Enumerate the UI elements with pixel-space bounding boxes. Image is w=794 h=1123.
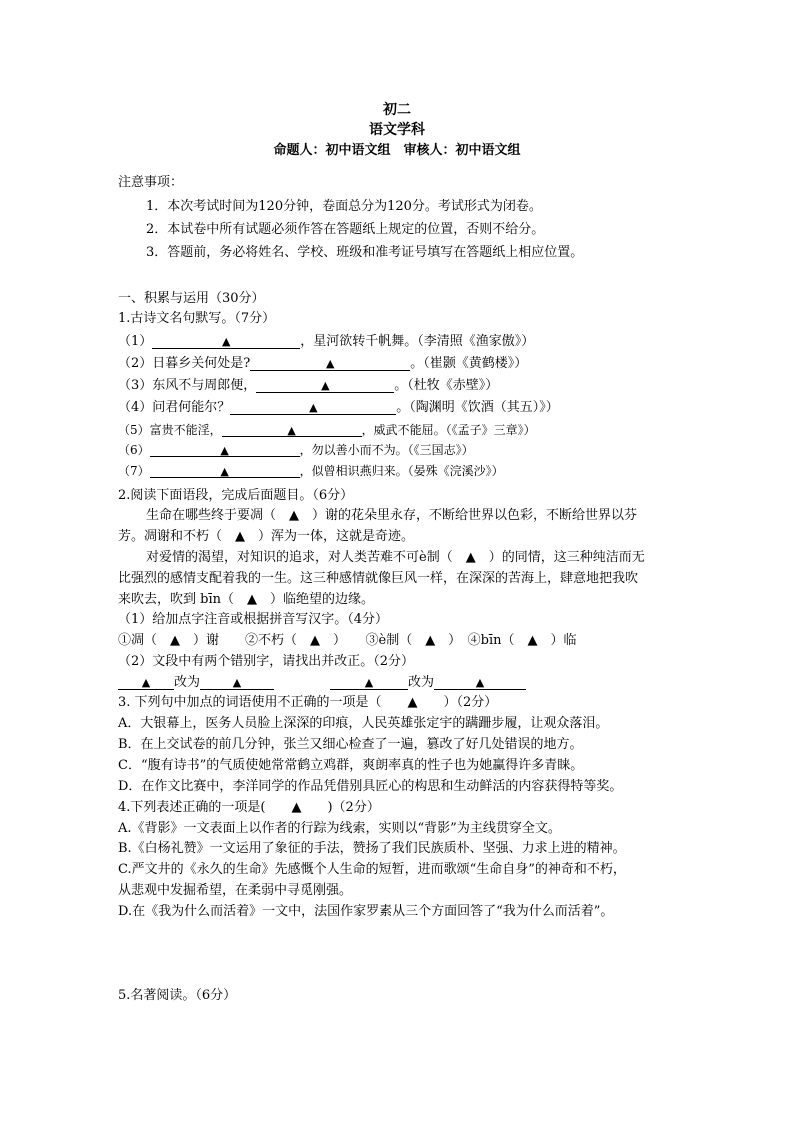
question-3-title: 3. 下列句中加点的词语使用不正确的一项是（ ▲ ）（2分） [118,695,498,710]
option-a[interactable]: A．大银幕上，医务人员脸上深深的印痕，人民英雄张定宇的蹒跚步履，让观众落泪。 [118,716,609,731]
option-d[interactable]: D．在作文比赛中，李洋同学的作品凭借别具匠心的构思和生动鲜活的内容获得特等奖。 [118,779,623,794]
answer-blank[interactable]: ▲ [200,674,274,690]
note-item: 1．本次考试时间为120分钟，卷面总分为120分。考试形式为闭卷。 [146,199,542,214]
answer-blank[interactable]: ▲ [222,421,362,437]
answer-blank[interactable]: ▲ [150,462,300,478]
answer-blank[interactable]: ▲ [256,377,394,393]
poem-line-6: （6） ▲ ，勿以善小而不为。（《三国志》） [118,443,474,457]
answer-blank[interactable]: ▲ [330,674,408,690]
option-b[interactable]: B．在上交试卷的前几分钟，张兰又细心检查了一遍，篡改了好几处错误的地方。 [118,737,583,752]
option-a[interactable]: A.《背影》一文表面上以作者的行踪为线索，实则以“背影”为主线贯穿全文。 [118,821,561,836]
note-item: 3．答题前，务必将姓名、学校、班级和准考证号填写在答题纸上相应位置。 [146,245,584,260]
option-c[interactable]: C.严文井的《永久的生命》先感慨个人生命的短暂，进而歌颂“生命自身”的神奇和不朽， [118,862,626,877]
question-5-title: 5.名著阅读。（6分） [118,988,237,1003]
grade-title: 初二 [383,102,411,118]
answer-blank[interactable]: ▲ [434,674,526,690]
sub-question-1: （1）给加点字注音或根据拼音写汉字。（4分） [118,612,389,627]
subject-title: 语文学科 [369,122,425,138]
section-title: 一、积累与运用（30分） [118,291,265,306]
notes-title: 注意事项： [118,175,184,190]
poem-line-4: （4）问君何能尔？ ▲ 。（陶渊明《饮酒（其五）》） [118,400,559,415]
passage-line: 对爱情的渴望，对知识的追求，对人类苦难不可è制（ ▲ ）的同情，这三种纯洁而无 [146,550,645,565]
passage-line: 来吹去，吹到 bīn（ ▲ ）临绝望的边缘。 [118,592,374,607]
sub-question-1-items[interactable]: ①凋（ ▲ ）谢 ②不朽（ ▲ ） ③è制（ ▲ ） ④bīn（ ▲ ）临 [118,633,577,648]
authors-line: 命题人：初中语文组 审核人：初中语文组 [273,143,521,158]
answer-blank[interactable]: ▲ [118,674,174,690]
poem-line-3: （3）东风不与周郎便， ▲ 。（杜牧《赤壁》） [118,378,499,393]
poem-line-1: （1） ▲ ，星河欲转千帆舞。（李清照《渔家傲》） [118,334,535,349]
answer-blank[interactable]: ▲ [152,333,300,349]
note-item: 2．本试卷中所有试题必须作答在答题纸上规定的位置，否则不给分。 [146,222,545,237]
poem-line-2: （2）日暮乡关何处是? ▲ 。（崔颢《黄鹤楼》） [118,356,528,371]
option-d[interactable]: D.在《我为什么而活着》一文中，法国作家罗素从三个方面回答了“我为什么而活着”。 [118,904,614,919]
option-c-continued: 从悲观中发掘希望，在柔弱中寻觅刚强。 [118,883,353,898]
option-c[interactable]: C．“腹有诗书”的气质使她常常鹤立鸡群，爽朗率真的性子也为她赢得许多青睐。 [118,758,584,773]
answer-blank[interactable]: ▲ [250,355,410,371]
passage-line: 比强烈的感情支配着我的一生。这三种感情就像巨风一样，在深深的苦海上，肆意地把我吹 [118,571,639,586]
passage-line: 生命在哪些终于要凋（ ▲ ）谢的花朵里永存，不断给世界以色彩，不断给世界以芬 [146,508,637,523]
sub-question-2: （2）文段中有两个错别字，请找出并改正。（2分） [118,654,415,669]
answer-blank[interactable]: ▲ [150,441,300,457]
question-2-title: 2.阅读下面语段，完成后面题目。（6分） [118,488,354,503]
option-b[interactable]: B.《白杨礼赞》一文运用了象征的手法，赞扬了我们民族质朴、坚强、力求上进的精神。 [118,841,626,856]
poem-line-5: （5）富贵不能淫， ▲ ，威武不能屈。（《孟子》三章》） [118,423,536,437]
poem-line-7: （7） ▲ ，似曾相识燕归来。（晏殊《浣溪沙》） [118,464,504,478]
passage-line: 芳。凋谢和不朽（ ▲ ）浑为一体，这就是奇迹。 [118,529,414,544]
correction-line: ▲ 改为 ▲ ▲ 改为 ▲ [118,674,526,692]
question-1-title: 1.古诗文名句默写。（7分） [118,311,276,326]
answer-blank[interactable]: ▲ [230,399,396,415]
question-4-title: 4.下列表述正确的一项是( ▲ )（2分） [118,800,380,815]
